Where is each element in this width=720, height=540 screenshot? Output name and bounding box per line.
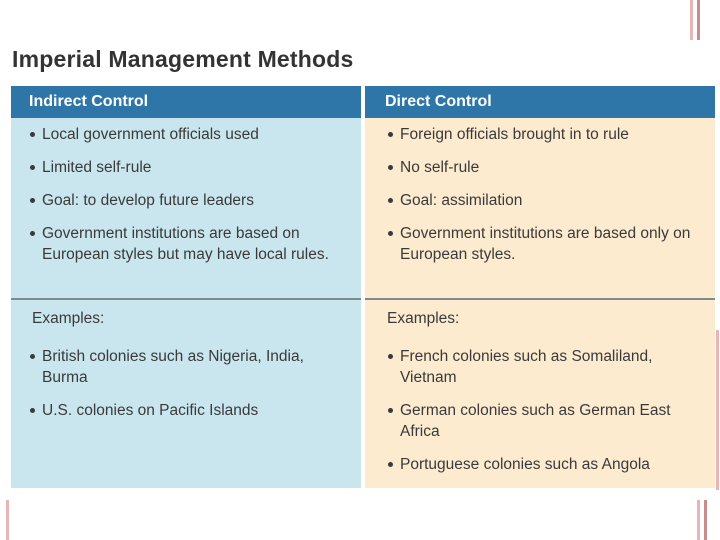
list-item: Foreign officials brought in to rule	[387, 124, 705, 145]
list-item: Local government officials used	[29, 124, 351, 145]
examples-label: Examples:	[387, 310, 460, 327]
comparison-table	[11, 86, 715, 488]
direct-control-examples	[365, 340, 715, 487]
list-item: Portuguese colonies such as Angola	[387, 454, 705, 475]
indirect-control-header: Indirect Control	[11, 86, 361, 118]
list-item: Government institutions are based only on European styles.	[387, 223, 705, 265]
bottom-left-accent-bar	[6, 500, 9, 540]
direct-control-column	[365, 86, 715, 488]
list-item: British colonies such as Nigeria, India, Burma	[29, 346, 351, 388]
figure-title: Imperial Management Methods	[12, 46, 354, 72]
bottom-right-accent-bar-2	[704, 500, 707, 540]
indirect-control-examples	[11, 340, 361, 433]
list-item: No self-rule	[387, 157, 705, 178]
section-divider	[365, 298, 715, 300]
list-item: Limited self-rule	[29, 157, 351, 178]
list-item: Goal: to develop future leaders	[29, 190, 351, 211]
right-accent-bar	[716, 330, 719, 490]
list-item: Government institutions are based on European styles but may have local rules.	[29, 223, 351, 265]
top-right-accent-bar-2	[697, 0, 700, 40]
indirect-control-column	[11, 86, 361, 488]
comparison-figure	[8, 40, 715, 490]
bottom-right-accent-bar	[697, 500, 700, 540]
list-item: French colonies such as Somaliland, Vietnam	[387, 346, 705, 388]
list-item: U.S. colonies on Pacific Islands	[29, 400, 351, 421]
list-item: Goal: assimilation	[387, 190, 705, 211]
examples-label: Examples:	[32, 310, 105, 327]
section-divider	[11, 298, 361, 300]
direct-control-points	[365, 118, 715, 265]
direct-control-header: Direct Control	[365, 86, 715, 118]
top-right-accent-bar	[690, 0, 693, 40]
indirect-control-points	[11, 118, 361, 265]
list-item: German colonies such as German East Africa	[387, 400, 705, 442]
